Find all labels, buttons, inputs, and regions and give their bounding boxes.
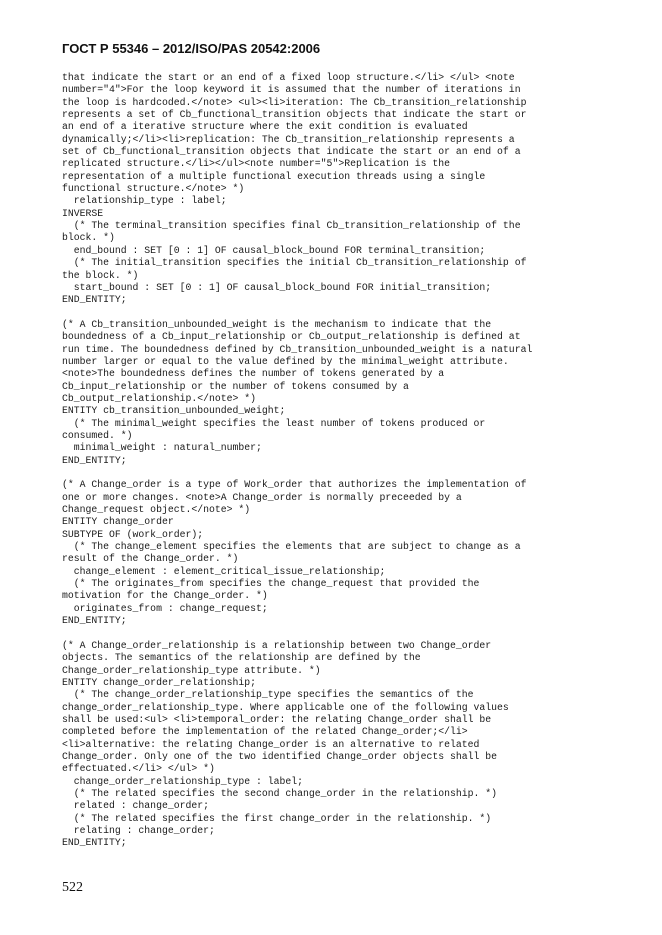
code-line: (* A Change_order is a type of Work_order that authorizes the implementation of [62, 479, 527, 491]
code-line: minimal_weight : natural_number; [62, 442, 262, 454]
code-line: ENTITY change_order [62, 516, 174, 528]
code-line: start_bound : SET [0 : 1] OF causal_block_bound FOR initial_transition; [62, 281, 492, 293]
code-line: Change_order. Only one of the two identified Change_order objects shall be [62, 750, 498, 762]
code-line: represents a set of Cb_functional_transition objects that indicate the start or [62, 109, 527, 121]
code-line: set of Cb_functional_transition objects that indicate the start or an end of a [62, 146, 521, 158]
code-line: (* The change_order_relationship_type specifies the semantics of the [62, 689, 474, 701]
code-line: (* The minimal_weight specifies the least number of tokens produced or [62, 417, 486, 429]
code-line: change_element : element_critical_issue_relationship; [62, 565, 386, 577]
code-line: SUBTYPE OF (work_order); [62, 528, 204, 540]
code-line: that indicate the start or an end of a fixed loop structure.</li> </ul> <note [62, 72, 515, 83]
code-line: effectuated.</li> </ul> *) [62, 763, 215, 775]
code-line: consumed. *) [62, 429, 133, 441]
code-line: the block. *) [62, 269, 139, 281]
blank-line [62, 307, 622, 319]
code-line: END_ENTITY; [62, 837, 127, 849]
code-line: END_ENTITY; [62, 615, 127, 627]
code-line: (* The terminal_transition specifies final Cb_transition_relationship of the [62, 220, 521, 232]
blank-line [62, 467, 622, 479]
code-line: dynamically;</li><li>replication: The Cb_transition_relationship represents a [62, 133, 515, 145]
code-line: relationship_type : label; [62, 195, 227, 207]
code-line: Change_order_relationship_type attribute. *) [62, 664, 321, 676]
code-line: (* The initial_transition specifies the initial Cb_transition_relationship of [62, 257, 527, 269]
code-line: ENTITY cb_transition_unbounded_weight; [62, 405, 286, 417]
code-line: result of the Change_order. *) [62, 553, 239, 565]
code-line: END_ENTITY; [62, 454, 127, 466]
code-line: the loop is hardcoded.</note> <ul><li>iteration: The Cb_transition_relationship [62, 96, 527, 108]
code-line: functional structure.</note> *) [62, 183, 245, 195]
blank-line [62, 627, 622, 639]
code-line: objects. The semantics of the relationship are defined by the [62, 652, 421, 664]
code-line: (* The related specifies the first change_order in the relationship. *) [62, 812, 492, 824]
code-line: (* The change_element specifies the elements that are subject to change as a [62, 541, 521, 553]
code-line: ENTITY change_order_relationship; [62, 676, 257, 688]
code-line: <li>alternative: the relating Change_order is an alternative to related [62, 738, 480, 750]
code-line: relating : change_order; [62, 824, 215, 836]
code-line: Cb_input_relationship or the number of tokens consumed by a [62, 380, 409, 392]
code-line: replicated structure.</li></ul><note number="5">Replication is the [62, 158, 451, 170]
code-line: (* The originates_from specifies the change_request that provided the [62, 578, 480, 590]
code-line: number="4">For the loop keyword it is assumed that the number of iterations in [62, 84, 521, 96]
code-line: number larger or equal to the value defined by the minimal_weight attribute. [62, 355, 509, 367]
code-line: run time. The boundedness defined by Cb_transition_unbounded_weight is a natural [62, 343, 533, 355]
express-code-block [62, 72, 622, 850]
code-line: boundedness of a Cb_input_relationship or Cb_output_relationship is defined at [62, 331, 521, 343]
code-line: Cb_output_relationship.</note> *) [62, 392, 257, 404]
code-line: completed before the implementation of the related Change_order;</li> [62, 726, 468, 738]
code-line: block. *) [62, 232, 115, 244]
code-line: <note>The boundedness defines the number of tokens generated by a [62, 368, 445, 380]
code-line: originates_from : change_request; [62, 602, 268, 614]
code-line: an end of a iterative structure where the exit condition is evaluated [62, 121, 468, 133]
code-line: end_bound : SET [0 : 1] OF causal_block_bound FOR terminal_transition; [62, 244, 486, 256]
code-line: related : change_order; [62, 800, 209, 812]
code-line: representation of a multiple functional execution threads using a single [62, 170, 486, 182]
page-number: 522 [62, 880, 83, 895]
code-line: (* The related specifies the second change_order in the relationship. *) [62, 787, 498, 799]
code-line: one or more changes. <note>A Change_order is normally preceeded by a [62, 491, 462, 503]
code-line: END_ENTITY; [62, 294, 127, 306]
code-line: change_order_relationship_type. Where applicable one of the following values [62, 701, 509, 713]
code-line: Change_request object.</note> *) [62, 504, 251, 516]
page-header-title: ГОСТ Р 55346 – 2012/ISO/PAS 20542:2006 [62, 41, 321, 56]
code-line: change_order_relationship_type : label; [62, 775, 304, 787]
code-line: shall be used:<ul> <li>temporal_order: the relating Change_order shall be [62, 713, 492, 725]
code-line: (* A Change_order_relationship is a relationship between two Change_order [62, 639, 492, 651]
code-line: INVERSE [62, 207, 104, 219]
code-line: motivation for the Change_order. *) [62, 590, 268, 602]
code-line: (* A Cb_transition_unbounded_weight is the mechanism to indicate that the [62, 318, 492, 330]
